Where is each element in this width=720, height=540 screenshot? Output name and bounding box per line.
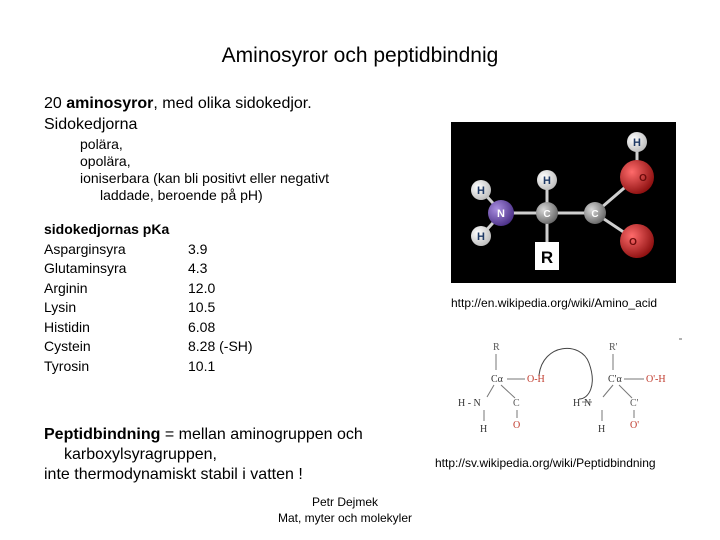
table-row: Glutaminsyra 4.3 [44,260,208,276]
svg-text:H: H [480,424,488,435]
svg-text:H: H [573,398,581,409]
intro-line-1: 20 aminosyror, med olika sidokedjor. [44,95,312,112]
svg-text:Cα: Cα [491,374,503,385]
svg-text:O: O [639,173,647,184]
table-row: Histidin 6.08 [44,318,216,335]
author-footer [270,494,420,526]
svg-text:C: C [543,209,551,220]
oxygen-atom [620,224,654,258]
svg-text:R: R [540,248,554,267]
svg-text:O'-H: O'-H [646,374,666,385]
course-name: Mat, myter och molekyler [277,511,413,525]
svg-text:C'α: C'α [608,374,622,385]
svg-text:H: H [477,231,485,243]
list-item: ioniserbara (kan bli positivt eller negativt [80,170,330,186]
wikipedia-peptide-link[interactable]: http://sv.wikipedia.org/wiki/Peptidbindning [435,456,656,470]
table-row: Lysin 10.5 [44,299,216,315]
svg-text:C': C' [630,398,639,409]
table-row: Tyrosin 10.1 [44,357,216,374]
svg-text:H: H [477,185,485,197]
svg-text:O-H: O-H [527,374,545,385]
svg-text:H: H [633,137,641,149]
table-row: Arginin 12.0 [44,279,216,296]
svg-text:H: H [543,175,551,187]
list-item: polära, [80,136,123,152]
aminosyror-term: aminosyror [66,95,154,112]
svg-text:C: C [513,398,520,409]
pka-header: sidokedjornas pKa [44,221,170,237]
intro-text [44,93,312,135]
svg-text:N: N [497,208,505,220]
water-elimination-loop [539,348,592,399]
svg-text:O': O' [630,420,640,431]
list-item: laddade, beroende på pH) [100,187,263,203]
amino-acid-ball-stick-image [451,122,676,283]
svg-text:N: N [584,398,592,409]
oxygen-atom [620,160,654,194]
slide-title: Aminosyror och peptidbindnig [221,44,499,67]
wikipedia-amino-acid-link[interactable]: http://en.wikipedia.org/wiki/Amino_acid [451,296,658,310]
sidechain-types-list [80,136,329,204]
svg-text:H: H [598,424,606,435]
pka-table [44,220,253,376]
author-name: Petr Dejmek [311,495,379,509]
svg-text:H - N: H - N [458,398,481,409]
peptide-bond-text: Peptidbindning = mellan aminogruppen och karboxylsyragruppen, inte thermodynamiskt stabil i vatten ! [44,426,363,483]
svg-text:R: R [493,342,500,353]
svg-text:C: C [591,209,599,220]
peptidbindning-term: Peptidbindning [44,426,161,443]
table-row: Asparginsyra 3.9 [44,240,208,257]
peptide-bond-diagram [451,333,689,437]
svg-text:O: O [629,237,637,248]
list-item: opolära, [80,153,131,169]
intro-line-2: Sidokedjorna [44,116,138,133]
svg-text:R': R' [609,342,618,353]
table-row: Cystein 8.28 (-SH) [44,338,253,354]
svg-text:O: O [513,420,521,431]
